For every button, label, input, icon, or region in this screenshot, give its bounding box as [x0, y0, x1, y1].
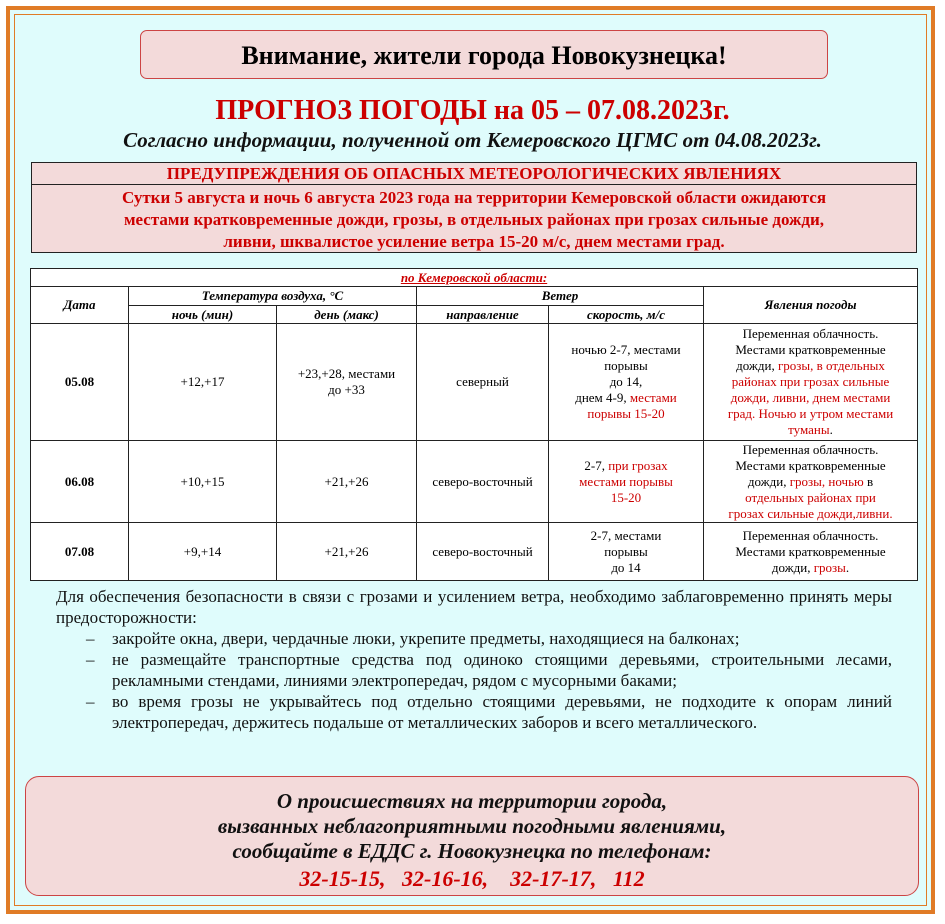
- table-row: [31, 324, 918, 441]
- dash-bullet: –: [86, 629, 95, 648]
- safety-item-text: не размещайте транспортные средства под одиноко стоящими деревьями, строительными лесами, рекламными стендами, линиями электропередач, рядом с мусорными баками;: [112, 650, 892, 690]
- phenomena-text: дожди,: [771, 559, 814, 575]
- phenomena-line: Местами кратковременные: [735, 543, 886, 559]
- forecast-source: Согласно информации, полученной от Кемеровского ЦГМС от 04.08.2023г.: [123, 128, 822, 152]
- phenomena-line-hazard: дожди, ливни, днем местами: [730, 390, 891, 405]
- speed-text: днем 4-9,: [575, 390, 630, 405]
- header-date: Дата: [31, 287, 129, 324]
- speed-text-hazard: при грозах: [608, 457, 668, 473]
- phenomena-text-hazard: грозы: [813, 559, 846, 575]
- header-direction: направление: [417, 306, 549, 324]
- safety-instructions: [56, 586, 892, 733]
- row-night-temp: +10,+15: [129, 441, 277, 523]
- row-day-temp: [277, 324, 417, 441]
- phenomena-text: .: [829, 422, 833, 437]
- header-night: ночь (мин): [129, 306, 277, 324]
- speed-text: 2-7,: [584, 457, 609, 473]
- hazard-warning-text: [32, 185, 916, 253]
- phenomena-line-hazard: районах при грозах сильные: [731, 374, 890, 389]
- list-item: [56, 649, 892, 691]
- row-wind-direction: северный: [417, 324, 549, 441]
- phenomena-text: .: [845, 559, 850, 575]
- day-temp-line: +23,+28, местами: [297, 366, 396, 381]
- phenomena-text: дожди,: [747, 473, 790, 489]
- header-speed: скорость, м/с: [549, 306, 704, 324]
- row-wind-speed: [549, 441, 704, 523]
- speed-line: порывы: [604, 358, 648, 373]
- phenomena-line-hazard: град. Ночью и утром местами: [727, 406, 894, 421]
- speed-line-hazard: местами порывы: [579, 473, 673, 489]
- speed-line: 2-7, местами: [590, 527, 662, 543]
- phenomena-line: [708, 422, 913, 438]
- forecast-table: [30, 268, 918, 581]
- hazard-warning-box: [31, 162, 917, 253]
- table-row: [31, 523, 918, 581]
- row-phenomena: [704, 324, 918, 441]
- phenomena-text: в: [863, 473, 874, 489]
- hazard-warning-line: местами кратковременные дожди, грозы, в отдельных районах при грозах сильные дожди,: [123, 210, 825, 229]
- emergency-contact-box: [25, 776, 919, 896]
- phenomena-line: Местами кратковременные: [735, 457, 886, 473]
- day-temp-line: до +33: [328, 382, 365, 397]
- speed-line: ночью 2-7, местами: [571, 342, 681, 357]
- phenomena-line-hazard: отдельных районах при: [745, 489, 876, 505]
- phenomena-text: дожди,: [736, 358, 778, 373]
- row-wind-direction: северо-восточный: [417, 523, 549, 581]
- emergency-phone-numbers: 32-15-15, 32-16-16, 32-17-17, 112: [299, 866, 645, 891]
- safety-item-text: во время грозы не укрывайтесь под отдельно стоящими деревьями, не подходите к опорам линий электропередач, держитесь подальше от металлических заборов и всего металлического.: [112, 692, 892, 732]
- contact-line: О происшествиях на территории города,: [276, 789, 668, 813]
- row-date: 07.08: [31, 523, 129, 581]
- phenomena-line: Переменная облачность.: [742, 441, 879, 457]
- region-label: по Кемеровской области:: [31, 269, 918, 287]
- safety-item-text: закройте окна, двери, чердачные люки, укрепите предметы, находящиеся на балконах;: [112, 629, 740, 648]
- dash-bullet: –: [86, 650, 95, 669]
- speed-line-hazard: порывы 15-20: [587, 406, 665, 421]
- phenomena-line: Переменная облачность.: [742, 527, 879, 543]
- speed-line: до 14: [611, 559, 641, 575]
- attention-banner: Внимание, жители города Новокузнецка!: [140, 30, 828, 79]
- hazard-warning-heading: ПРЕДУПРЕЖДЕНИЯ ОБ ОПАСНЫХ МЕТЕОРОЛОГИЧЕСКИХ ЯВЛЕНИЯХ: [32, 163, 916, 185]
- speed-line: порывы: [604, 543, 648, 559]
- phenomena-text-hazard: туманы: [788, 422, 830, 437]
- row-date: 05.08: [31, 324, 129, 441]
- header-day: день (макс): [277, 306, 417, 324]
- header-phenomena: Явления погоды: [704, 287, 918, 324]
- speed-text-hazard: местами: [629, 390, 677, 405]
- phenomena-line: Переменная облачность.: [742, 326, 879, 341]
- row-phenomena: [704, 441, 918, 523]
- row-day-temp: +21,+26: [277, 441, 417, 523]
- speed-line: до 14,: [609, 374, 643, 389]
- list-item: [56, 691, 892, 733]
- row-night-temp: +9,+14: [129, 523, 277, 581]
- row-wind-speed: [549, 324, 704, 441]
- phenomena-line: Местами кратковременные: [735, 342, 886, 357]
- header-wind: Ветер: [417, 287, 704, 306]
- phenomena-line: [708, 560, 913, 576]
- contact-line: сообщайте в ЕДДС г. Новокузнецка по телефонам:: [232, 839, 712, 863]
- row-date: 06.08: [31, 441, 129, 523]
- row-wind-speed: [549, 523, 704, 581]
- hazard-warning-line: ливни, шквалистое усиление ветра 15-20 м/с, днем местами град.: [223, 232, 725, 251]
- contact-line: вызванных неблагоприятными погодными явлениями,: [217, 814, 727, 838]
- row-wind-direction: северо-восточный: [417, 441, 549, 523]
- phenomena-text-hazard: грозы, в отдельных: [777, 358, 885, 373]
- speed-line: [553, 390, 699, 406]
- table-row: [31, 441, 918, 523]
- dash-bullet: –: [86, 692, 95, 711]
- hazard-warning-line: Сутки 5 августа и ночь 6 августа 2023 года на территории Кемеровской области ожидаются: [121, 188, 827, 207]
- row-day-temp: +21,+26: [277, 523, 417, 581]
- speed-line-hazard: 15-20: [610, 489, 642, 505]
- phenomena-line-hazard: грозах сильные дожди,ливни.: [728, 505, 893, 521]
- phenomena-line: [708, 474, 913, 490]
- phenomena-line: [708, 358, 913, 374]
- list-item: [56, 628, 892, 649]
- row-night-temp: +12,+17: [129, 324, 277, 441]
- safety-intro: Для обеспечения безопасности в связи с грозами и усилением ветра, необходимо заблаговременно принять меры предосторожности:: [56, 587, 892, 627]
- phenomena-text-hazard: грозы, ночью: [789, 473, 864, 489]
- speed-line: [553, 458, 699, 474]
- safety-list: [56, 628, 892, 733]
- header-temperature: Температура воздуха, °С: [129, 287, 417, 306]
- forecast-title: ПРОГНОЗ ПОГОДЫ на 05 – 07.08.2023г.: [215, 95, 730, 126]
- row-phenomena: [704, 523, 918, 581]
